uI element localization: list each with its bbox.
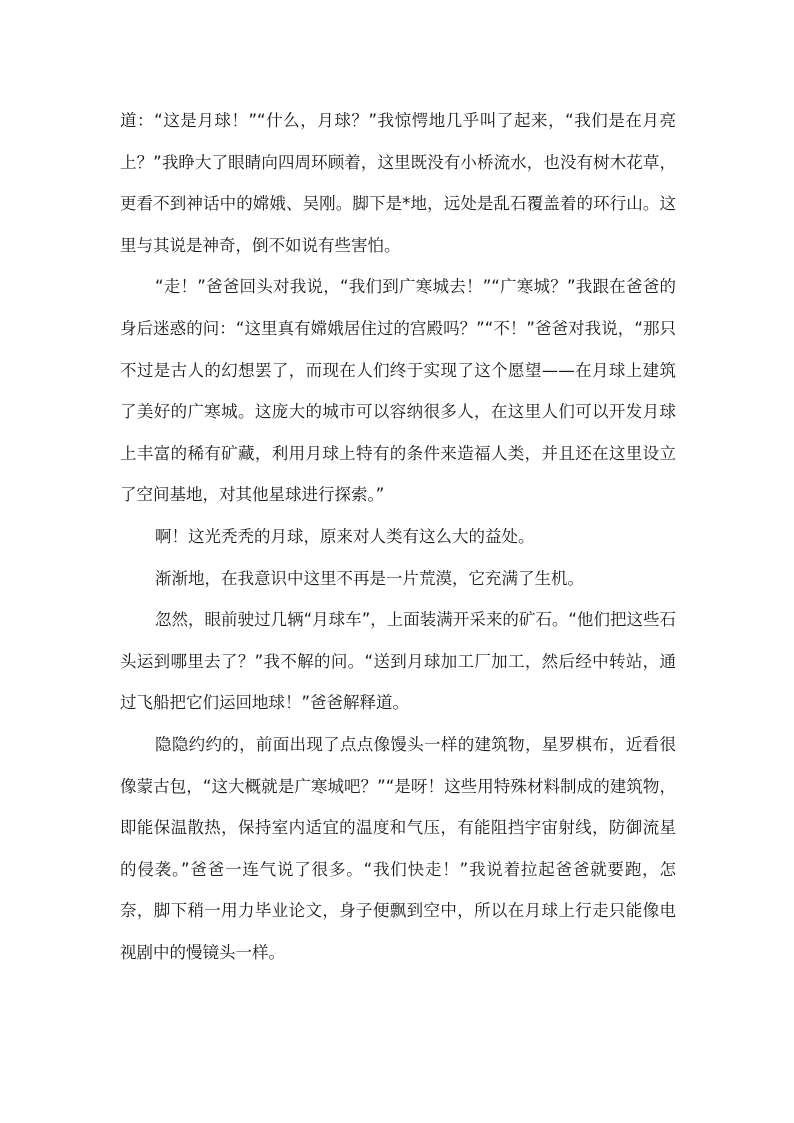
paragraph-5: 忽然，眼前驶过几辆“月球车”，上面装满开采来的矿石。“他们把这些石头运到哪里去了？”我不解的问。“送到月球加工厂加工，然后经中转站，通过飞船把它们运回地球！”爸爸解释道。 bbox=[120, 610, 676, 713]
paragraph-4: 渐渐地，在我意识中这里不再是一片荒漠，它充满了生机。 bbox=[155, 568, 584, 588]
document-body bbox=[120, 100, 676, 973]
paragraph-1: 道：“这是月球！”“什么，月球？”我惊愕地几乎叫了起来，“我们是在月亮上？”我睁大了眼睛向四周环顾着，这里既没有小桥流水，也没有树木花草，更看不到神话中的嫦娥、吴刚。脚下是*地，远处是乱石覆盖着的环行山。这里与其说是神奇，倒不如说有些害怕。 bbox=[120, 111, 676, 255]
paragraph-2: “走！”爸爸回头对我说，“我们到广寒城去！”“广寒城？”我跟在爸爸的身后迷惑的问：“这里真有嫦娥居住过的宫殿吗？”“不！”爸爸对我说，“那只不过是古人的幻想罢了，而现在人们终于实现了这个愿望——在月球上建筑了美好的广寒城。这庞大的城市可以容纳很多人，在这里人们可以开发月球上丰富的稀有矿藏，利用月球上特有的条件来造福人类，并且还在这里设立了空间基地，对其他星球进行探索。” bbox=[120, 277, 676, 505]
paragraph-3: 啊！这光秃秃的月球，原来对人类有这么大的益处。 bbox=[155, 526, 535, 546]
paragraph-6: 隐隐约约的，前面出现了点点像馒头一样的建筑物，星罗棋布，近看很像蒙古包，“这大概就是广寒城吧？”“是呀！这些用特殊材料制成的建筑物，即能保温散热，保持室内适宜的温度和气压，有能阻挡宇宙射线，防御流星的侵袭。”爸爸一连气说了很多。“我们快走！”我说着拉起爸爸就要跑，怎奈，脚下稍一用力毕业论文，身子便飘到空中，所以在月球上行走只能像电视剧中的慢镜头一样。 bbox=[120, 734, 676, 962]
